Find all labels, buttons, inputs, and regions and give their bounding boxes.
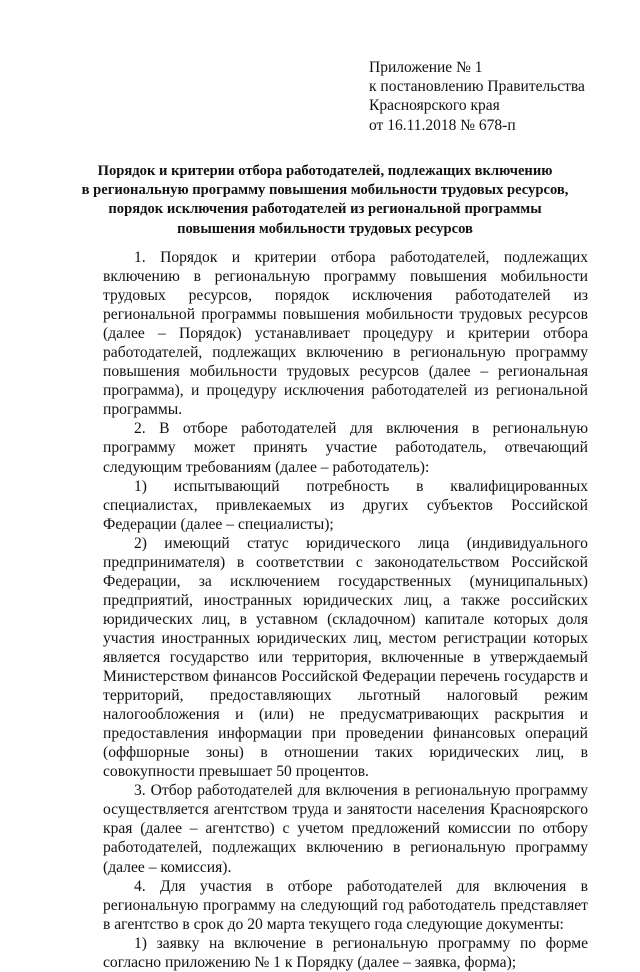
- paragraph: предпринимателя) в соответствии с законодательством Российской Федерации, за исключением государственных (муниципальных) предприятий, иностранных юридических лиц, а также российских юридических лиц, в уставном (складочном) капитале которых доля участия иностранных юридических лиц, местом регистрации которых является государство или территория, включенные в утверждаемый Министерством финансов Российской Федерации перечень государств и территорий, предоставляющих льготный налоговый режим налогообложения и (или) не предусматривающих раскрытия и предоставления информации при проведении финансовых операций (оффшорные зоны) в отношении таких юридических лиц, в совокупности превышает 50 процентов.: [103, 553, 588, 781]
- word: статус: [247, 534, 289, 552]
- word: юридического: [306, 534, 401, 552]
- word: лица: [417, 534, 450, 552]
- title-line: Порядок и критерии отбора работодателей, подлежащих включению: [97, 163, 553, 179]
- paragraph: 1. Порядок и критерии отбора работодателей, подлежащих включению в региональную программу повышения мобильности трудовых ресурсов, порядок исключения работодателей из региональной программы повышения мобильности трудовых ресурсов (далее – Порядок) устанавливает процедуру и критерии отбора работодателей, подлежащих включению в региональную программу повышения мобильности трудовых ресурсов (далее – региональная программа), и процедуру исключения работодателей из региональной программы.: [103, 249, 588, 419]
- document-title: [60, 162, 590, 239]
- appendix-header: [369, 58, 585, 135]
- appendix-line: от 16.11.2018 № 678-п: [369, 116, 516, 134]
- paragraph: 1) заявку на включение в региональную программу по форме согласно приложению № 1 к Порядку (далее – заявка, форма);: [103, 934, 588, 971]
- word: (индивидуального: [466, 534, 588, 552]
- paragraph: 3. Отбор работодателей для включения в региональную программу осуществляется агентством труда и занятости населения Красноярского края (далее – агентство) с учетом предложений комиссии по отбору работодателей, подлежащих включению в региональную программу (далее – комиссия).: [103, 782, 588, 876]
- appendix-line: Приложение № 1: [369, 59, 483, 76]
- paragraph: 2. В отборе работодателей для включения в региональную программу может принять участие работодатель, отвечающий следующим требованиям (далее – работодатель):: [103, 420, 588, 476]
- title-line: порядок исключения работодателей из региональной программы: [108, 201, 542, 218]
- document-body: [103, 248, 588, 972]
- paragraph: 1) испытывающий потребность в квалифицированных специалистах, привлекаемых из других субъектов Российской Федерации (далее – специалисты);: [103, 477, 588, 533]
- title-line: в региональную программу повышения мобильности трудовых ресурсов,: [81, 182, 569, 199]
- paragraph-first-line: [103, 534, 588, 553]
- title-line: повышения мобильности трудовых ресурсов: [177, 220, 473, 237]
- appendix-line: к постановлению Правительства: [369, 78, 585, 96]
- word: имеющий: [164, 534, 230, 552]
- appendix-line: Красноярского края: [369, 97, 500, 115]
- word: 2): [134, 534, 147, 552]
- paragraph: 4. Для участия в отборе работодателей для включения в региональную программу на следующий год работодатель представляет в агентство в срок до 20 марта текущего года следующие документы:: [103, 877, 588, 933]
